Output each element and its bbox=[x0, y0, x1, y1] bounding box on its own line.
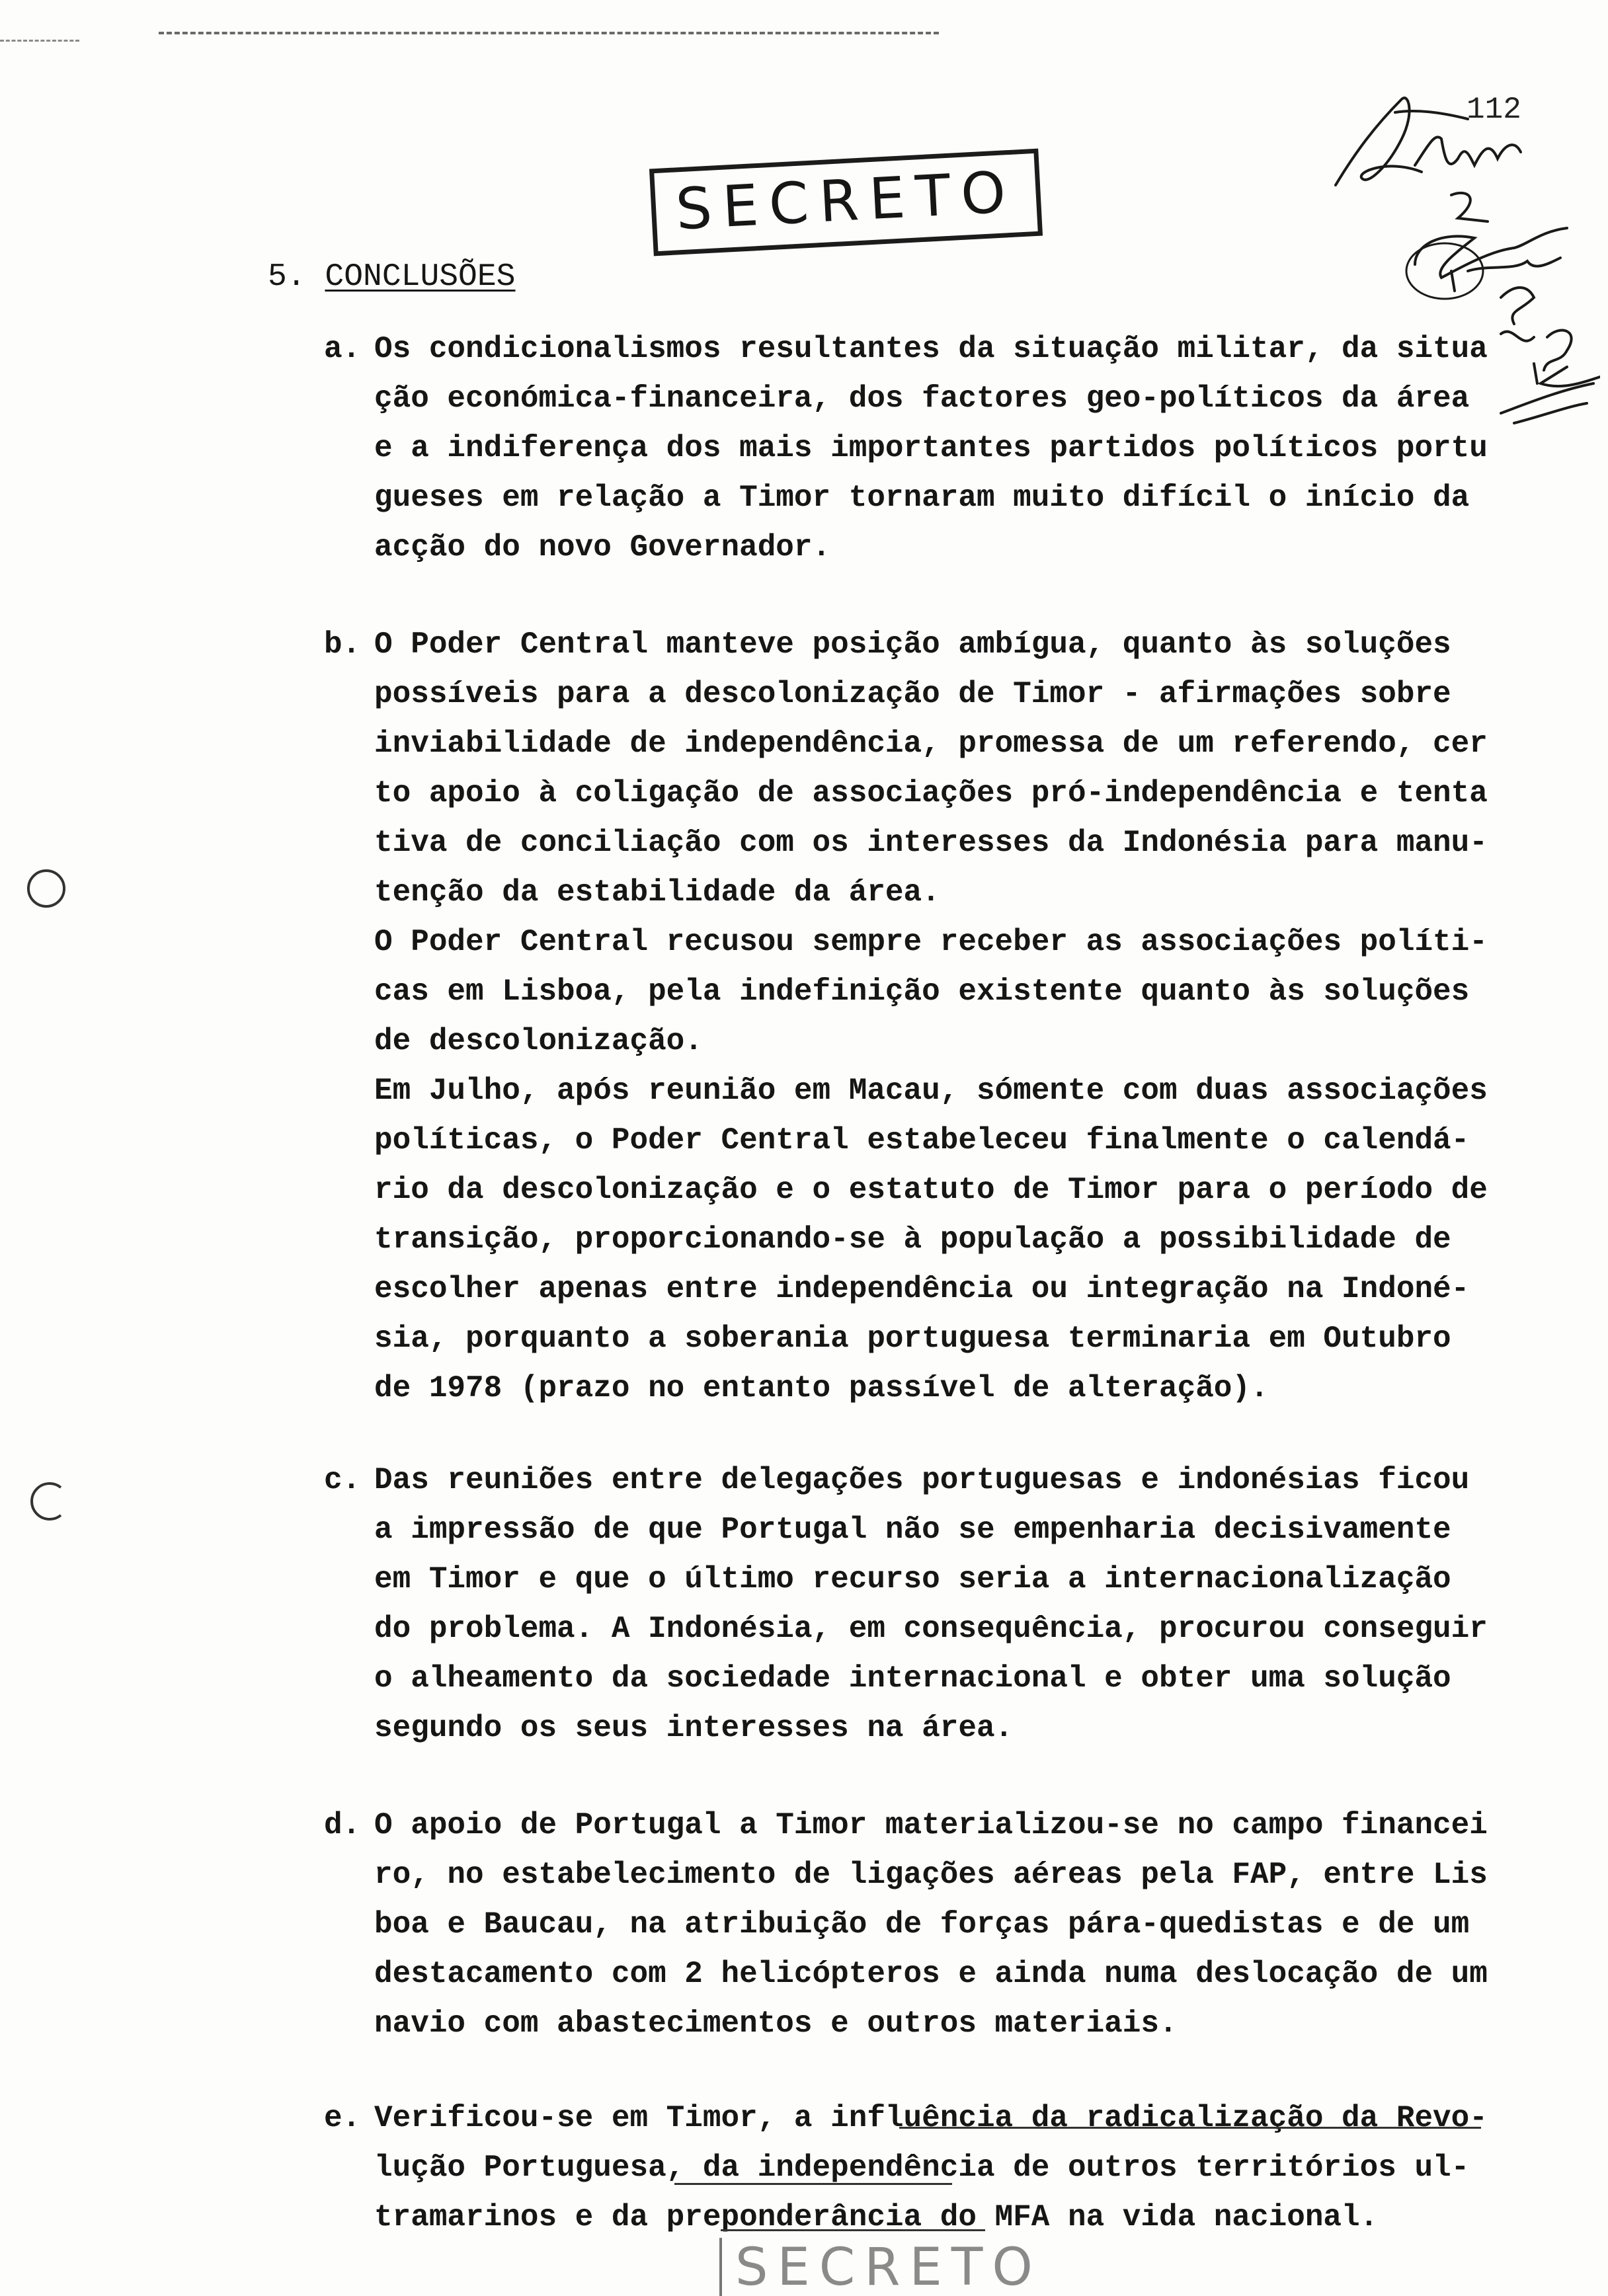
item-paragraph bbox=[374, 1456, 1488, 1753]
text-line: escolher apenas entre independência ou integração na Indoné- bbox=[374, 1272, 1470, 1306]
text-line: navio com abastecimentos e outros materiais. bbox=[374, 2006, 1178, 2041]
text-line: rio da descolonização e o estatuto de Timor para o período de bbox=[374, 1173, 1488, 1207]
text-line: acção do novo Governador. bbox=[374, 530, 831, 565]
section-title: CONCLUSÕES bbox=[325, 259, 516, 295]
text-line: Em Julho, após reunião em Macau, sómente com duas associações bbox=[374, 1074, 1488, 1108]
text-line: do problema. A Indonésia, em consequência, procurou conseguir bbox=[374, 1612, 1488, 1646]
text-line: de 1978 (prazo no entanto passível de alteração). bbox=[374, 1371, 1269, 1405]
text-line: tramarinos e da preponderância do MFA na vida nacional. bbox=[374, 2200, 1379, 2235]
text-line: tenção da estabilidade da área. bbox=[374, 875, 940, 910]
text-line: Verificou-se em Timor, a influência da radicalização da Revo- bbox=[374, 2101, 1488, 2135]
text-line: ção económica-financeira, dos factores geo-políticos da área bbox=[374, 381, 1470, 416]
item-paragraph bbox=[374, 620, 1488, 918]
top-edge-rule-left bbox=[0, 40, 79, 42]
conclusion-item-b bbox=[324, 620, 1488, 1413]
text-line: possíveis para a descolonização de Timor - afirmações sobre bbox=[374, 677, 1451, 711]
text-line: segundo os seus interesses na área. bbox=[374, 1711, 1014, 1745]
top-edge-rule bbox=[159, 32, 939, 34]
section-heading bbox=[268, 261, 515, 293]
handwritten-underline bbox=[721, 2229, 985, 2231]
text-line: O Poder Central recusou sempre receber as associações políti- bbox=[374, 925, 1488, 959]
punch-hole-upper bbox=[25, 867, 67, 910]
item-paragraph bbox=[374, 325, 1488, 573]
conclusion-item-a bbox=[324, 325, 1488, 573]
text-line: lução Portuguesa, da independência de outros territórios ul- bbox=[374, 2151, 1470, 2185]
text-line: cas em Lisboa, pela indefinição existente quanto às soluções bbox=[374, 974, 1470, 1009]
text-line: gueses em relação a Timor tornaram muito difícil o início da bbox=[374, 481, 1470, 515]
text-line: O apoio de Portugal a Timor materializou-se no campo financei bbox=[374, 1808, 1488, 1842]
text-line: sia, porquanto a soberania portuguesa terminaria em Outubro bbox=[374, 1322, 1451, 1356]
item-letter: b. bbox=[324, 627, 361, 662]
item-paragraph bbox=[374, 918, 1488, 1066]
text-line: Os condicionalismos resultantes da situação militar, da situa bbox=[374, 332, 1488, 366]
conclusion-item-e bbox=[324, 2094, 1488, 2242]
punch-hole-lower bbox=[25, 1480, 67, 1522]
text-line: de descolonização. bbox=[374, 1024, 703, 1058]
text-line: transição, proporcionando-se à população a possibilidade de bbox=[374, 1222, 1451, 1257]
text-line: to apoio à coligação de associações pró-independência e tenta bbox=[374, 776, 1488, 811]
text-line: boa e Baucau, na atribuição de forças pára-quedistas e de um bbox=[374, 1907, 1470, 1942]
item-paragraph bbox=[374, 1801, 1488, 2049]
text-line: ro, no estabelecimento de ligações aéreas pela FAP, entre Lis bbox=[374, 1858, 1488, 1892]
text-line: políticas, o Poder Central estabeleceu finalmente o calendá- bbox=[374, 1123, 1470, 1158]
secret-stamp-bottom: SECRETO bbox=[719, 2238, 1055, 2296]
item-letter: d. bbox=[324, 1808, 361, 1842]
conclusion-item-d bbox=[324, 1801, 1488, 2049]
handwritten-underline bbox=[674, 2183, 952, 2185]
text-line: O Poder Central manteve posição ambígua, quanto às soluções bbox=[374, 627, 1451, 662]
secret-stamp: SECRETO bbox=[649, 149, 1043, 257]
page-number: 112 bbox=[1467, 93, 1521, 127]
item-paragraph bbox=[374, 1066, 1488, 1413]
text-line: tiva de conciliação com os interesses da Indonésia para manu- bbox=[374, 826, 1488, 860]
item-letter: c. bbox=[324, 1463, 361, 1497]
section-number: 5. bbox=[268, 259, 306, 295]
text-line: o alheamento da sociedade internacional e obter uma solução bbox=[374, 1661, 1451, 1696]
text-line: em Timor e que o último recurso seria a internacionalização bbox=[374, 1562, 1451, 1597]
item-letter: e. bbox=[324, 2101, 361, 2135]
text-line: destacamento com 2 helicópteros e ainda numa deslocação de um bbox=[374, 1957, 1488, 1991]
text-line: a impressão de que Portugal não se empenharia decisivamente bbox=[374, 1513, 1451, 1547]
item-letter: a. bbox=[324, 332, 361, 366]
conclusion-item-c bbox=[324, 1456, 1488, 1753]
handwritten-underline bbox=[899, 2127, 1481, 2129]
text-line: inviabilidade de independência, promessa de um referendo, cer bbox=[374, 727, 1488, 761]
text-line: e a indiferença dos mais importantes partidos políticos portu bbox=[374, 431, 1488, 465]
text-line: Das reuniões entre delegações portuguesas e indonésias ficou bbox=[374, 1463, 1470, 1497]
item-paragraph bbox=[374, 2094, 1488, 2242]
